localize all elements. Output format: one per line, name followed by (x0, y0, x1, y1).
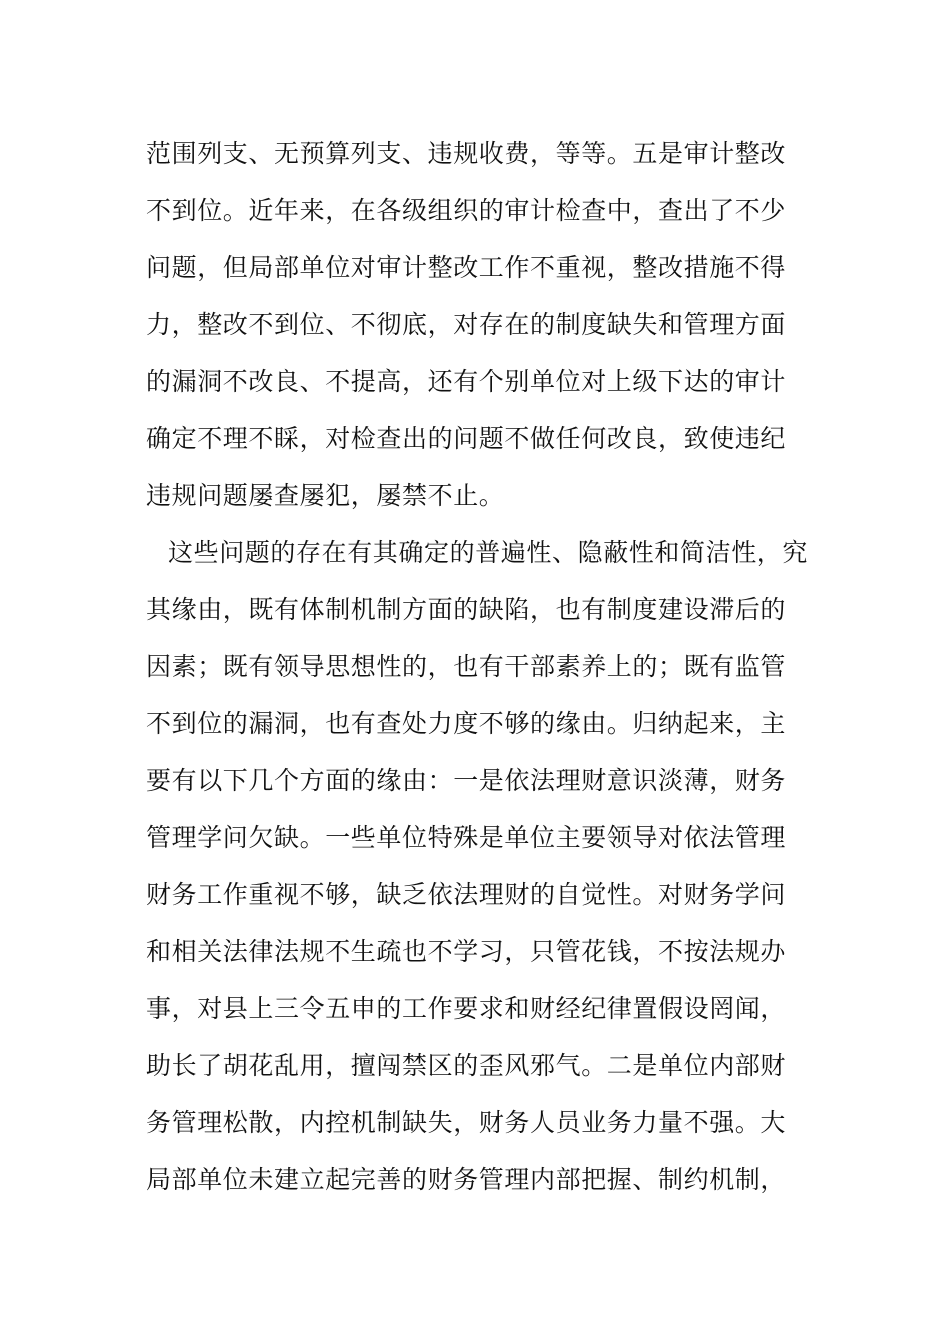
paragraph-first-line: 这些问题的存在有其确定的普遍性、隐蔽性和简洁性，究 (168, 538, 809, 567)
paragraph-line: 确定不理不睬，对检查出的问题不做任何改良，致使违纪 (146, 424, 787, 453)
paragraph-line: 范围列支、无预算列支、违规收费，等等。五是审计整改 (146, 139, 787, 168)
paragraph-line: 不到位的漏洞，也有查处力度不够的缘由。归纳起来，主 (146, 709, 787, 738)
paragraph-line: 因素；既有领导思想性的，也有干部素养上的；既有监管 (146, 652, 787, 681)
paragraph-line: 财务工作重视不够，缺乏依法理财的自觉性。对财务学问 (146, 880, 787, 909)
paragraph-1 (146, 125, 812, 524)
paragraph-2 (146, 524, 812, 1208)
document-body (146, 125, 812, 1208)
paragraph-line: 问题，但局部单位对审计整改工作不重视，整改措施不得 (146, 253, 787, 282)
paragraph-line: 力，整改不到位、不彻底，对存在的制度缺失和管理方面 (146, 310, 787, 339)
paragraph-line: 助长了胡花乱用，擅闯禁区的歪风邪气。二是单位内部财 (146, 1051, 787, 1080)
paragraph-line: 要有以下几个方面的缘由：一是依法理财意识淡薄，财务 (146, 766, 787, 795)
paragraph-line: 其缘由，既有体制机制方面的缺陷，也有制度建设滞后的 (146, 595, 787, 624)
paragraph-line: 不到位。近年来，在各级组织的审计检查中，查出了不少 (146, 196, 787, 225)
paragraph-line: 务管理松散，内控机制缺失，财务人员业务力量不强。大 (146, 1108, 787, 1137)
paragraph-line: 管理学问欠缺。一些单位特殊是单位主要领导对依法管理 (146, 823, 787, 852)
paragraph-line: 和相关法律法规不生疏也不学习，只管花钱，不按法规办 (146, 937, 787, 966)
paragraph-line: 违规问题屡查屡犯，屡禁不止。 (146, 481, 505, 510)
paragraph-line: 事，对县上三令五申的工作要求和财经纪律置假设罔闻， (146, 994, 787, 1023)
paragraph-line: 局部单位未建立起完善的财务管理内部把握、制约机制， (146, 1165, 787, 1194)
paragraph-line: 的漏洞不改良、不提高，还有个别单位对上级下达的审计 (146, 367, 787, 396)
